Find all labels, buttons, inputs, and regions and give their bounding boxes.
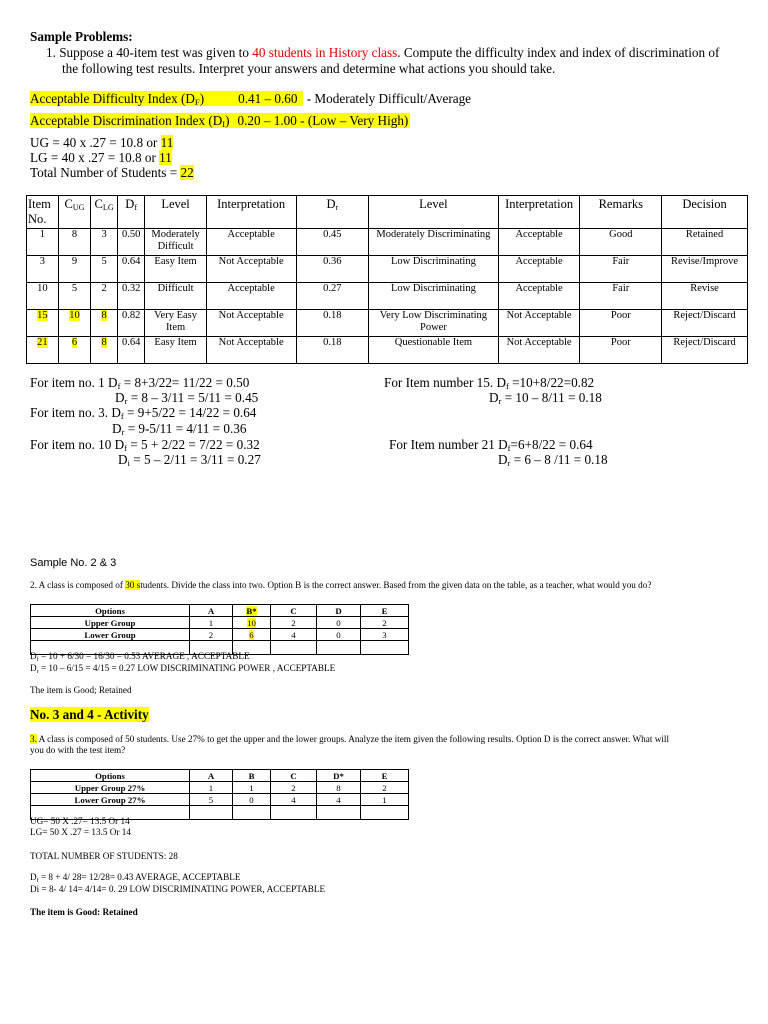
- cell-remarks: Poor: [580, 310, 662, 337]
- cell-level: Difficult: [145, 283, 206, 310]
- computation-item21-dr: $D_r = 6 - 8$ /11 = 0.18: [498, 452, 608, 468]
- table-row: [31, 770, 409, 782]
- total-value: 22: [180, 165, 194, 180]
- problem1-text-b: . Compute the difficulty index and index of discrimination of: [397, 45, 720, 60]
- cell-interpretation: Not Acceptable: [206, 310, 296, 337]
- cell-item: 1: [27, 229, 59, 256]
- cell-level: Easy Item: [145, 256, 206, 283]
- ug-value: 11: [160, 135, 174, 150]
- cell: 1: [361, 794, 409, 806]
- activity-conclusion: The item is Good: Retained: [30, 907, 138, 917]
- cell: 3: [361, 629, 409, 641]
- cell-decision: Retained: [662, 229, 748, 256]
- cell: 0: [317, 629, 361, 641]
- computation-item15-df: For Item number 15. $D_f =10+8/22=0.82$: [384, 375, 595, 391]
- cell-interpretation2: Not Acceptable: [498, 310, 580, 337]
- cell-level2: Very Low Discriminating Power: [369, 310, 499, 337]
- cell-cug: 9: [58, 256, 91, 283]
- cell-level2: Questionable Item: [369, 337, 499, 364]
- table-row: [31, 629, 409, 641]
- table-row: [27, 310, 748, 337]
- cell-clg: 3: [91, 229, 118, 256]
- cell-remarks: Good: [580, 229, 662, 256]
- cell: 2: [190, 629, 233, 641]
- col-header-df: $D_f$: [117, 196, 145, 229]
- activity-question-line1: 3. A class is composed of 50 students. Use 27% to get the upper and the lower groups. Analyze the item given the following results. Option D is the correct answer. What will: [30, 734, 669, 744]
- cell: 2: [271, 782, 317, 794]
- cell-remarks: Fair: [580, 283, 662, 310]
- header-option-c: C: [271, 770, 317, 782]
- problem1-line1: [46, 45, 719, 61]
- cell-interpretation: Acceptable: [206, 283, 296, 310]
- cell-clg: 8: [91, 310, 118, 337]
- acceptable-discrimination-range: 0.20 – 1.00 - (Low – Very High): [237, 113, 409, 128]
- cell: 2: [271, 617, 317, 629]
- cell-di: 0.18: [296, 337, 369, 364]
- cell: 0: [317, 617, 361, 629]
- cell-clg: 5: [91, 256, 118, 283]
- computation-item15-dr: $D_r = 10 - 8/11 = 0.18$: [489, 390, 602, 406]
- activity-question-number: 3.: [30, 734, 37, 744]
- cell-di: 0.45: [296, 229, 369, 256]
- header-option-e: E: [361, 770, 409, 782]
- cell-decision: Reject/Discard: [662, 337, 748, 364]
- cell-decision: Revise/Improve: [662, 256, 748, 283]
- activity-total: TOTAL NUMBER OF STUDENTS: 28: [30, 851, 178, 861]
- header-option-a: A: [190, 770, 233, 782]
- lg-value: 11: [159, 150, 172, 165]
- cell-level: Easy Item: [145, 337, 206, 364]
- row-label: Lower Group: [31, 629, 190, 641]
- sample23-options-table: [30, 604, 409, 655]
- total-text: Total Number of Students =: [30, 165, 181, 180]
- computation-item21-df: For Item number 21 $D_f=6+8/22 = 0.64$: [389, 437, 593, 453]
- header-options: Options: [31, 770, 190, 782]
- cell-interpretation: Not Acceptable: [206, 256, 296, 283]
- table-row: [31, 794, 409, 806]
- cell-item: 3: [27, 256, 59, 283]
- sample23-question-highlight: 30 s: [125, 580, 141, 590]
- acceptable-discrimination-label-end: ): [225, 113, 230, 128]
- cell-remarks: Poor: [580, 337, 662, 364]
- cell-df: 0.82: [117, 310, 145, 337]
- acceptable-difficulty-line: [30, 91, 471, 107]
- activity-heading: No. 3 and 4 - Activity: [30, 707, 149, 722]
- sample23-conclusion: The item is Good; Retained: [30, 685, 132, 695]
- sample23-heading: Sample No. 2 & 3: [30, 557, 117, 569]
- cell-level2: Low Discriminating: [369, 283, 499, 310]
- cell-interpretation2: Acceptable: [498, 283, 580, 310]
- computation-item3-dr: $D_r = 9-5/11 = 4/11 = 0.36$: [112, 421, 247, 437]
- lg-text: LG = 40 x .27 = 10.8 or: [30, 150, 160, 165]
- acceptable-discrimination-line: [30, 113, 410, 129]
- acceptable-difficulty-highlight: [30, 91, 303, 106]
- activity-question-line2: you do with the test item?: [30, 745, 126, 755]
- problem1-line2: the following test results. Interpret your answers and determine what actions you should take.: [62, 61, 556, 76]
- col-header-interpretation2: Interpretation: [498, 196, 580, 229]
- item-analysis-table: [26, 195, 748, 364]
- cell-df: 0.64: [117, 337, 145, 364]
- header-option-b: B: [233, 770, 271, 782]
- col-header-interpretation: Interpretation: [206, 196, 296, 229]
- cell-interpretation2: Not Acceptable: [498, 337, 580, 364]
- col-header-di: $D_r$: [296, 196, 369, 229]
- lg-line: [30, 150, 172, 166]
- cell: 4: [271, 629, 317, 641]
- cell-df: 0.64: [117, 256, 145, 283]
- ug-line: [30, 135, 173, 151]
- col-header-level: Level: [145, 196, 206, 229]
- cell-decision: Reject/Discard: [662, 310, 748, 337]
- computation-item1-dr: $D_r = 8 - 3/11 = 5/11 = 0.45$: [115, 390, 259, 406]
- cell-interpretation2: Acceptable: [498, 256, 580, 283]
- header-option-b: B*: [233, 605, 271, 617]
- table-row: [31, 617, 409, 629]
- cell-remarks: Fair: [580, 256, 662, 283]
- table-row: [27, 229, 748, 256]
- acceptable-difficulty-label-end: ): [199, 91, 205, 106]
- header-option-d: D: [317, 605, 361, 617]
- computation-item1-df: For item no. 1 $D_f = 8+3/22= 11/22 = 0.50$: [30, 375, 250, 391]
- cell-item: 15: [27, 310, 59, 337]
- activity-lg: LG= 50 X .27 = 13.5 Or 14: [30, 827, 131, 837]
- problem1-highlight-red: 40 students in History class: [252, 45, 398, 60]
- total-line: [30, 165, 194, 181]
- sample-problems-heading: Sample Problems:: [30, 29, 133, 44]
- header-option-c: C: [271, 605, 317, 617]
- cell-level: Very Easy Item: [145, 310, 206, 337]
- sample23-calc-df: $D_f = 10 + 6/30 = 16/30 = 0.53$ AVERAGE , ACCEPTABLE: [30, 651, 250, 663]
- col-header-decision: Decision: [662, 196, 748, 229]
- cell-item: 21: [27, 337, 59, 364]
- acceptable-discrimination-highlight: [30, 113, 410, 128]
- cell-cug: 10: [58, 310, 91, 337]
- table-row: [27, 283, 748, 310]
- row-label: Lower Group 27%: [31, 794, 190, 806]
- col-header-cug: $C_{UG}$: [58, 196, 91, 229]
- cell-di: 0.18: [296, 310, 369, 337]
- row-label: Upper Group 27%: [31, 782, 190, 794]
- sample23-calc-dr: $D_r = 10 - 6/15 = 4/15 = 0.27$ LOW DISCRIMINATING POWER , ACCEPTABLE: [30, 663, 336, 675]
- cell-interpretation2: Acceptable: [498, 229, 580, 256]
- activity-ug: UG= 50 X .27= 13.5 Or 14: [30, 816, 130, 826]
- col-header-item: Item No.: [27, 196, 59, 229]
- cell-df: 0.32: [117, 283, 145, 310]
- header-option-a: A: [190, 605, 233, 617]
- cell: 1: [190, 617, 233, 629]
- cell-interpretation: Acceptable: [206, 229, 296, 256]
- ug-text: UG = 40 x .27 = 10.8 or: [30, 135, 161, 150]
- acceptable-discrimination-label: Acceptable Discrimination Index (D: [30, 113, 223, 128]
- cell-cug: 5: [58, 283, 91, 310]
- cell-clg: 2: [91, 283, 118, 310]
- computation-item10-di: $D_i = 5 - 2/11 = 3/11 = 0.27$: [118, 452, 261, 468]
- cell: 1: [190, 782, 233, 794]
- activity-calc-df: $D_f = 8 + 4/$ 28= 12/28= 0.43 AVERAGE, ACCEPTABLE: [30, 872, 241, 884]
- acceptable-difficulty-sub: F: [194, 97, 200, 107]
- cell-cug: 6: [58, 337, 91, 364]
- cell-level: Moderately Difficult: [145, 229, 206, 256]
- cell: 1: [233, 782, 271, 794]
- cell-item: 10: [27, 283, 59, 310]
- computation-item10-df: For item no. 10 $D_f = 5 + 2/22 = 7/22 = 0.32$: [30, 437, 260, 453]
- item-table-header-row: [27, 196, 748, 229]
- acceptable-difficulty-label: Acceptable Difficulty Index (D: [30, 91, 195, 106]
- cell: 2: [361, 782, 409, 794]
- sample23-question: 2. A class is composed of 30 students. Divide the class into two. Option B is the correct answer. Based from the given data on the table, as a teacher, what would you do?: [30, 580, 652, 590]
- cell: 0: [233, 794, 271, 806]
- col-header-remarks: Remarks: [580, 196, 662, 229]
- acceptable-difficulty-desc: - Moderately Difficult/Average: [303, 91, 472, 106]
- header-options: Options: [31, 605, 190, 617]
- cell-clg: 8: [91, 337, 118, 364]
- computation-item3-df: For item no. 3. $D_f = 9+5/22 = 14/22 = 0.64$: [30, 405, 257, 421]
- cell-level2: Low Discriminating: [369, 256, 499, 283]
- problem1-text-a: 1. Suppose a 40-item test was given to: [46, 45, 253, 60]
- table-row: [31, 782, 409, 794]
- table-row: [31, 605, 409, 617]
- col-header-level2: Level: [369, 196, 499, 229]
- activity-calc-di: Di = 8- 4/ 14= 4/14= 0. 29 LOW DISCRIMINATING POWER, ACCEPTABLE: [30, 884, 326, 894]
- cell-decision: Revise: [662, 283, 748, 310]
- cell: 4: [271, 794, 317, 806]
- acceptable-discrimination-sub: I: [222, 119, 226, 129]
- acceptable-difficulty-range: 0.41 – 0.60: [238, 91, 298, 106]
- cell-interpretation: Not Acceptable: [206, 337, 296, 364]
- col-header-clg: $C_{LG}$: [91, 196, 118, 229]
- cell: 2: [361, 617, 409, 629]
- row-label: Upper Group: [31, 617, 190, 629]
- header-option-d: D*: [317, 770, 361, 782]
- cell: 6: [233, 629, 271, 641]
- cell: 5: [190, 794, 233, 806]
- cell: 8: [317, 782, 361, 794]
- cell-cug: 8: [58, 229, 91, 256]
- cell-df: 0.50: [117, 229, 145, 256]
- table-row: [27, 256, 748, 283]
- cell: 10: [233, 617, 271, 629]
- activity-options-table: [30, 769, 409, 820]
- cell: 4: [317, 794, 361, 806]
- table-row: [27, 337, 748, 364]
- cell-level2: Moderately Discriminating: [369, 229, 499, 256]
- header-option-e: E: [361, 605, 409, 617]
- cell-di: 0.36: [296, 256, 369, 283]
- cell-di: 0.27: [296, 283, 369, 310]
